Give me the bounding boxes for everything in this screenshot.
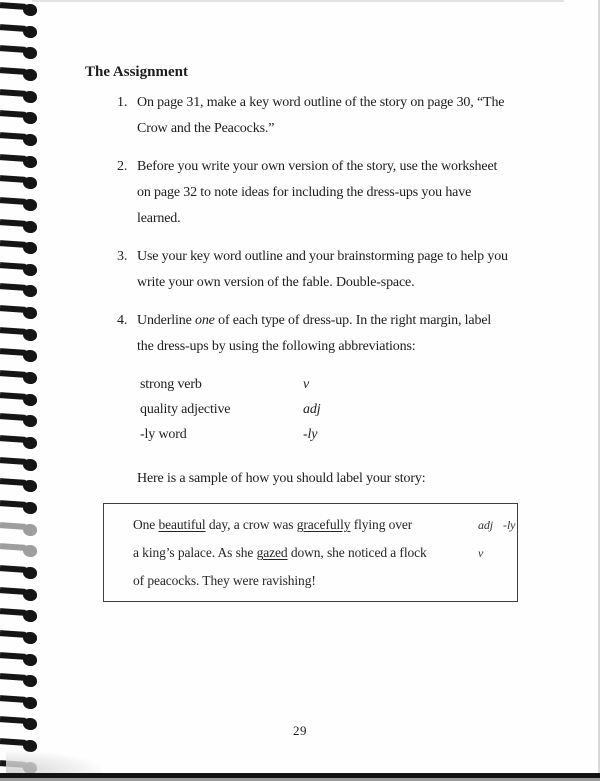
- text-segment: day, a crow was: [205, 517, 297, 532]
- sample-text-line: [133, 539, 517, 567]
- page-title: The Assignment: [85, 64, 188, 80]
- text-segment: of peacocks. They were ravishing!: [133, 573, 316, 588]
- assignment-item: [117, 90, 577, 142]
- text-segment: flying over: [350, 517, 413, 532]
- text-line: [117, 116, 577, 142]
- abbreviation-row: [140, 422, 440, 447]
- text-line: [117, 270, 577, 296]
- abbreviation-table: [140, 372, 440, 447]
- assignment-item: [117, 244, 577, 296]
- sample-text-line: [133, 511, 517, 539]
- binding-tooth: [0, 391, 40, 406]
- binding-tooth: [0, 694, 40, 709]
- text-segment: One: [133, 517, 159, 532]
- binding-tooth: [0, 456, 40, 471]
- text-segment: Use your key word outline and your brainstorming page to help you: [137, 249, 508, 264]
- spiral-binding: [0, 0, 46, 781]
- binding-tooth: [0, 1, 40, 16]
- margin-label: v: [478, 546, 484, 560]
- binding-tooth: [0, 347, 40, 362]
- binding-tooth: [0, 629, 40, 644]
- text-segment: Before you write your own version of the story, use the worksheet: [137, 159, 498, 174]
- page-top-edge: [32, 0, 564, 2]
- text-line: [117, 244, 577, 270]
- page-corner-shadow: [6, 751, 102, 773]
- binding-tooth: [0, 131, 40, 146]
- abbreviation-term: quality adjective: [140, 402, 231, 417]
- margin-labels: [478, 511, 525, 539]
- binding-tooth: [0, 109, 40, 124]
- text-segment: gracefully: [296, 517, 351, 532]
- text-segment: On page 31, make a key word outline of the story on page 30, “The: [137, 95, 505, 110]
- sample-text-line: [133, 567, 517, 595]
- assignment-item: [117, 154, 577, 232]
- abbreviation-label: adj: [303, 402, 321, 417]
- text-segment: Underline: [137, 313, 195, 328]
- text-line: [117, 154, 577, 180]
- margin-label: adj: [478, 518, 494, 532]
- text-segment: gazed: [256, 545, 288, 560]
- binding-tooth: [0, 66, 40, 81]
- binding-tooth: [0, 326, 40, 341]
- binding-tooth: [0, 218, 40, 233]
- assignment-list: [117, 90, 577, 372]
- text-segment: one: [194, 313, 215, 328]
- abbreviation-term: strong verb: [140, 377, 202, 392]
- text-segment: down, she noticed a flock: [287, 545, 427, 560]
- sample-intro-text: Here is a sample of how you should label your story:: [137, 471, 426, 486]
- text-segment: learned.: [137, 211, 181, 226]
- binding-tooth: [0, 672, 40, 687]
- sample-box: [103, 503, 518, 602]
- text-segment: write your own version of the fable. Double-space.: [137, 275, 415, 290]
- text-segment: on page 32 to note ideas for including the dress-ups you have: [137, 185, 472, 200]
- text-line: [117, 180, 577, 206]
- text-segment: beautiful: [158, 517, 206, 532]
- binding-tooth: [0, 174, 40, 189]
- item-number: 1.: [117, 95, 128, 110]
- binding-tooth: [0, 23, 40, 38]
- binding-tooth: [0, 586, 40, 601]
- binding-tooth: [0, 196, 40, 211]
- binding-tooth: [0, 369, 40, 384]
- binding-tooth: [0, 44, 40, 59]
- abbreviation-row: [140, 397, 440, 422]
- binding-tooth: [0, 282, 40, 297]
- abbreviation-label: -ly: [303, 427, 318, 442]
- binding-tooth: [0, 477, 40, 492]
- assignment-item: [117, 308, 577, 360]
- binding-tooth: [0, 607, 40, 622]
- abbreviation-term: -ly word: [140, 427, 187, 442]
- binding-tooth: [0, 521, 40, 536]
- binding-tooth: [0, 499, 40, 514]
- binding-tooth: [0, 412, 40, 427]
- abbreviation-label: v: [303, 377, 310, 392]
- binding-tooth: [0, 239, 40, 254]
- binding-tooth: [0, 88, 40, 103]
- binding-tooth: [0, 542, 40, 557]
- text-segment: Crow and the Peacocks.”: [137, 121, 275, 136]
- text-line: [117, 206, 577, 232]
- binding-tooth: [0, 564, 40, 579]
- text-line: [117, 308, 577, 334]
- binding-tooth: [0, 304, 40, 319]
- item-number: 2.: [117, 159, 128, 174]
- text-segment: the dress-ups by using the following abbreviations:: [137, 339, 416, 354]
- text-segment: a king’s palace. As she: [133, 545, 257, 560]
- binding-tooth: [0, 434, 40, 449]
- text-line: [117, 334, 577, 360]
- text-segment: of each type of dress-up. In the right margin, label: [214, 313, 492, 328]
- margin-labels: [478, 539, 493, 567]
- item-number: 4.: [117, 313, 128, 328]
- margin-label: -ly: [503, 518, 516, 532]
- binding-tooth: [0, 651, 40, 666]
- text-line: [117, 90, 577, 116]
- binding-tooth: [0, 153, 40, 168]
- page-number: 29: [293, 723, 307, 738]
- item-number: 3.: [117, 249, 128, 264]
- binding-tooth: [0, 261, 40, 276]
- abbreviation-row: [140, 372, 440, 397]
